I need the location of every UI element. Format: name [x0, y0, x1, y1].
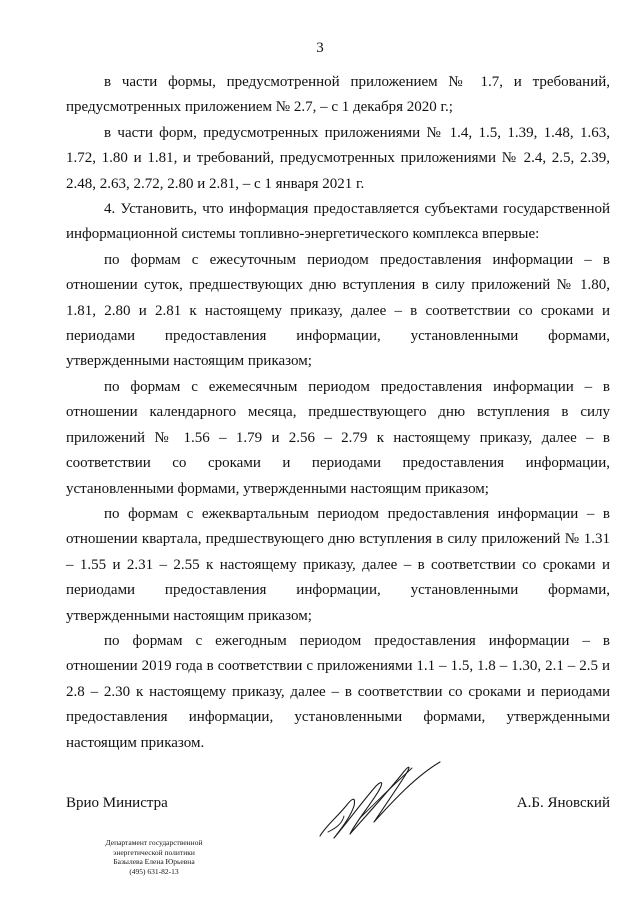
- paragraph: 4. Установить, что информация предоставляется субъектами государственной информационной системы топливно-энергетического комплекса впервые:: [66, 201, 610, 243]
- paragraph: по формам с ежесуточным периодом предоставления информации – в отношении суток, предшествующих дню вступления в силу приложений № 1.80, 1.81, 2.80 и 2.81 к настоящему приказу, далее – в соответствии со сроками и периодами предоставления информации, установленными формами, утвержденными настоящим приказом;: [66, 251, 610, 370]
- executor-line: (495) 631-82-13: [129, 866, 179, 876]
- executor-line: энергетической политики: [113, 847, 195, 857]
- paragraph: по формам с ежеквартальным периодом предоставления информации – в отношении квартала, предшествующего дню вступления в силу приложений № 1.31 – 1.55 и 2.31 – 2.55 к настоящему приказу, далее – в соответствии со сроками и периодами предоставления информации, установленными формами, утвержденными настоящим приказом;: [66, 505, 610, 624]
- paragraph: в части форм, предусмотренных приложениями № 1.4, 1.5, 1.39, 1.48, 1.63, 1.72, 1.80 и 1.81, и требований, предусмотренных приложениями № 2.4, 2.5, 2.39, 2.48, 2.63, 2.72, 2.80 и 2.81, – с 1 января 2021 г.: [66, 124, 610, 192]
- signer-title: Врио Министра: [66, 795, 168, 811]
- executor-line: Департамент государственной: [105, 838, 203, 847]
- paragraph: по формам с ежемесячным периодом предоставления информации – в отношении календарного месяца, предшествующего дню вступления в силу приложений № 1.56 – 1.79 и 2.56 – 2.79 к настоящему приказу, далее – в соответствии со сроками и периодами предоставления информации, установленными формами, утвержденными настоящим приказом;: [66, 378, 610, 497]
- handwritten-signature: [316, 756, 444, 846]
- paragraph: в части формы, предусмотренной приложением № 1.7, и требований, предусмотренных приложением № 2.7, – с 1 декабря 2020 г.;: [66, 74, 610, 116]
- signer-name: А.Б. Яновский: [516, 795, 610, 811]
- document-body: [66, 70, 610, 756]
- page-number: 3: [316, 40, 324, 56]
- executor-note: [74, 838, 234, 876]
- executor-line: Базылева Елена Юрьевна: [113, 857, 195, 866]
- paragraph: по формам с ежегодным периодом предоставления информации – в отношении 2019 года в соответствии с приложениями 1.1 – 1.5, 1.8 – 1.30, 2.1 – 2.5 и 2.8 – 2.30 к настоящему приказу, далее – в соответствии со сроками и периодами предоставления информации, установленными формами, утвержденными настоящим приказом.: [66, 632, 610, 751]
